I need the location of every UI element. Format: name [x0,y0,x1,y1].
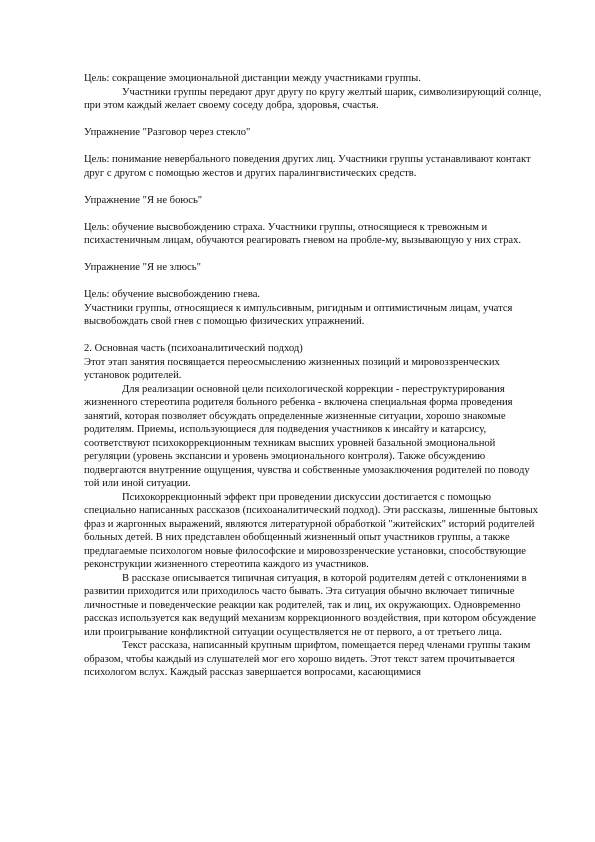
body-paragraph: В рассказе описывается типичная ситуация, в которой родителям детей с отклонениями в развитии приходится или приходилось часто бывать. Эта ситуация обычно включает типичные личностные и поведенческие реакции как родителей, так и лиц, их окружающих. Одновременно рассказ используется как ведущий механизм коррекционного воздействия, при котором обсуждение или проигрывание конфликтной ситуации осуществляется не от первого, а от третьего лица. [84,572,536,638]
exercise-description: Участники группы, относящиеся к импульсивным, ригидным и оптимистичным лицам, учатся высвобождать свой гнев с помощью физических упражнений. [84,302,513,327]
goal-paragraph: Цель: обучение высвобождению гнева. [84,289,261,300]
document-body [84,72,544,680]
body-paragraph: Текст рассказа, написанный крупным шрифтом, помещается перед членами группы таким образом, чтобы каждый из слушателей мог его хорошо видеть. Этот текст затем прочитывается психологом вслух. Каждый рассказ завершается вопросами, касающимися [84,640,531,678]
exercise-description: Участники группы передают друг другу по кругу желтый шарик, символизирующий солнце, при этом каждый желает своему соседу добра, здоровья, счастья. [84,86,542,111]
body-paragraph: Психокоррекционный эффект при проведении дискуссии достигается с помощью специально написанных рассказов (психоаналитический подход). Эти рассказы, лишенные бытовых фраз и жаргонных выражений, являются литературной обработкой "житейских" историй родителей больных детей. В них представлен обобщенный жизненный опыт участников группы, а также предлагаемые психологом новые философские и мировоззренческие установки, способствующие реконструкции жизненного стереотипа каждого из участников. [84,491,539,570]
section-heading: 2. Основная часть (психоаналитический подход) [84,343,303,354]
exercise-heading: Упражнение "Я не злюсь" [84,262,201,273]
body-paragraph: Для реализации основной цели психологической коррекции - переструктурирования жизненного стереотипа родителя больного ребенка - включена специальная форма проведения занятий, которая позволяет обсуждать определенные жизненные ситуации, хорошо знакомые родителям. Приемы, использующиеся для подведения участников к инсайту и катарсису, соответствуют психокоррекционным техникам высших уровней базальной эмоциональной регуляции (уровень экспансии и уровень эмоционального контроля). Также обсуждению подвергаются внутренние ощущения, чувства и собственные умозаключения родителей по поводу той или иной ситуации. [84,383,530,489]
body-paragraph: Этот этап занятия посвящается переосмыслению жизненных позиций и мировоззренческих установок родителей. [84,356,500,381]
goal-paragraph: Цель: понимание невербального поведения других лиц. Участники группы устанавливают контакт друг с другом с помощью жестов и других паралингвистических средств. [84,154,531,179]
goal-paragraph: Цель: обучение высвобождению страха. Участники группы, относящиеся к тревожным и психастеничным лицам, обучаются реагировать гневом на пробле-му, вызывающую у них страх. [84,221,522,246]
goal-paragraph: Цель: сокращение эмоциональной дистанции между участниками группы. [84,73,421,84]
exercise-heading: Упражнение "Я не боюсь" [84,194,203,206]
exercise-heading: Упражнение "Разговор через стекло" [84,127,251,138]
